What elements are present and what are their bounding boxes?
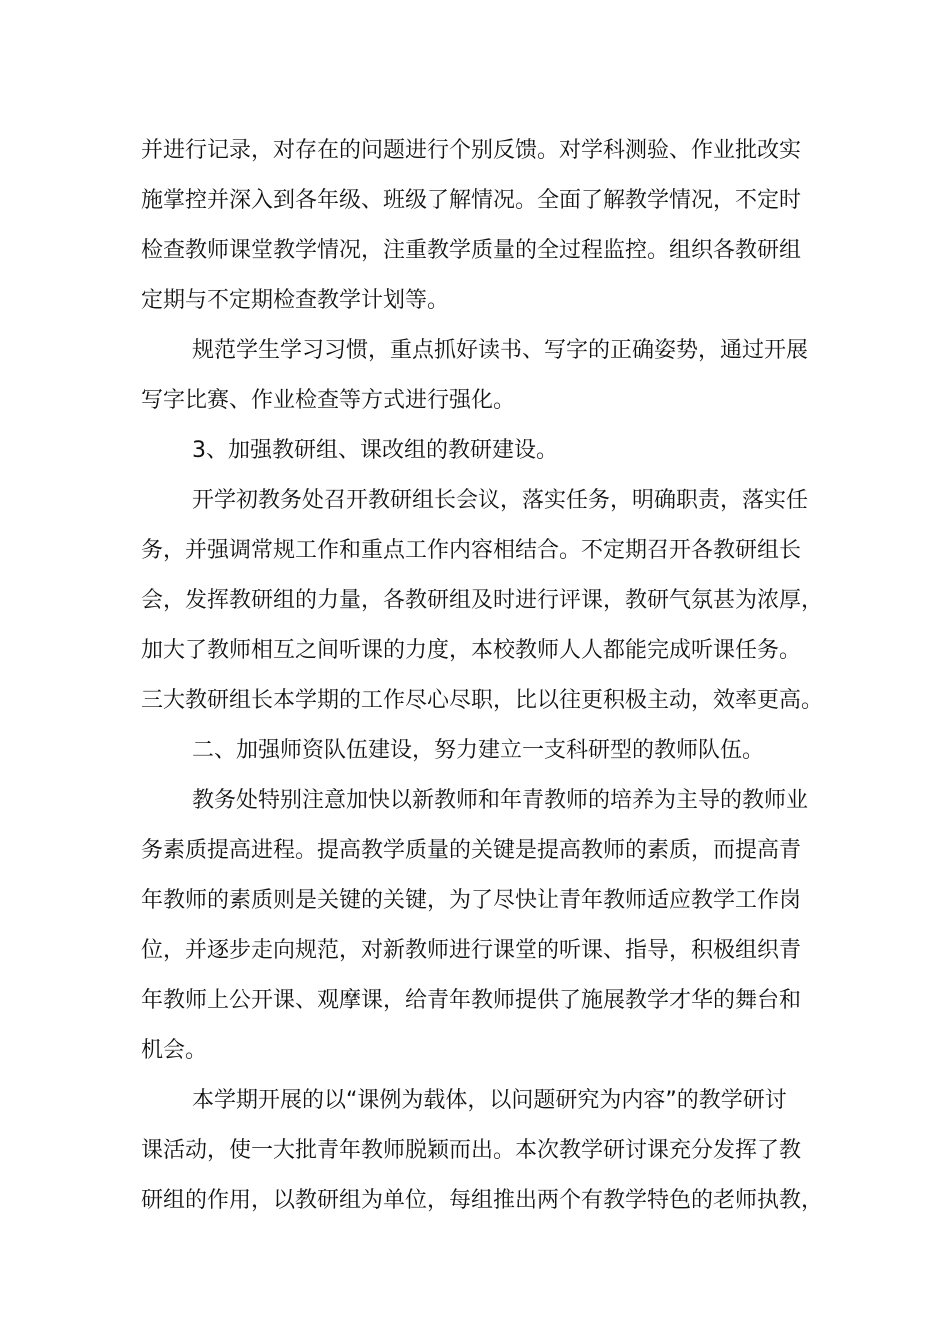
section-heading: 3、加强教研组、课改组的教研建设。 bbox=[192, 438, 558, 463]
text-line: 加大了教师相互之间听课的力度，本校教师人人都能完成听课任务。 bbox=[141, 638, 802, 663]
text-line: 课活动，使一大批青年教师脱颖而出。本次教学研讨课充分发挥了教 bbox=[141, 1138, 802, 1163]
text-line: 研组的作用，以教研组为单位，每组推出两个有教学特色的老师执教， bbox=[141, 1188, 824, 1213]
text-line: 定期与不定期检查教学计划等。 bbox=[141, 288, 450, 313]
text-line: 位，并逐步走向规范，对新教师进行课堂的听课、指导，积极组织青 bbox=[141, 938, 802, 963]
text-line: 会，发挥教研组的力量，各教研组及时进行评课，教研气氛甚为浓厚， bbox=[141, 588, 824, 613]
section-heading: 二、加强师资队伍建设，努力建立一支科研型的教师队伍。 bbox=[192, 738, 765, 763]
text-line: 务，并强调常规工作和重点工作内容相结合。不定期召开各教研组长 bbox=[141, 538, 802, 563]
paragraph-start-line: 规范学生学习习惯，重点抓好读书、写字的正确姿势，通过开展 bbox=[192, 338, 809, 363]
text-line: 施掌控并深入到各年级、班级了解情况。全面了解教学情况，不定时 bbox=[141, 188, 802, 213]
text-line: 机会。 bbox=[141, 1038, 208, 1063]
text-line: 三大教研组长本学期的工作尽心尽职，比以往更积极主动，效率更高。 bbox=[141, 688, 824, 713]
text-line: 务素质提高进程。提高教学质量的关键是提高教师的素质，而提高青 bbox=[141, 838, 802, 863]
paragraph-start-line: 教务处特别注意加快以新教师和年青教师的培养为主导的教师业 bbox=[192, 788, 809, 813]
text-line: 年教师上公开课、观摩课，给青年教师提供了施展教学才华的舞台和 bbox=[141, 988, 802, 1013]
text-line: 写字比赛、作业检查等方式进行强化。 bbox=[141, 388, 516, 413]
text-line: 检查教师课堂教学情况，注重教学质量的全过程监控。组织各教研组 bbox=[141, 238, 802, 263]
paragraph-start-line: 开学初教务处召开教研组长会议，落实任务，明确职责，落实任 bbox=[192, 488, 809, 513]
text-line: 并进行记录，对存在的问题进行个别反馈。对学科测验、作业批改实 bbox=[141, 138, 802, 163]
text-line: 年教师的素质则是关键的关键，为了尽快让青年教师适应教学工作岗 bbox=[141, 888, 802, 913]
paragraph-start-line: 本学期开展的以“课例为载体，以问题研究为内容”的教学研讨 bbox=[192, 1088, 787, 1113]
